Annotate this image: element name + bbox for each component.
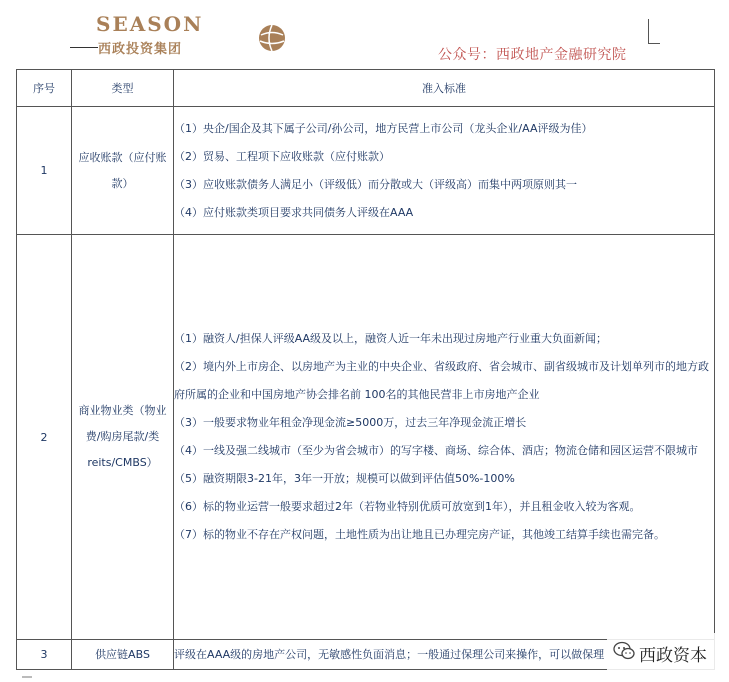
logo-title: SEASON [96, 12, 204, 36]
logo-subtitle: 西政投资集团 [98, 42, 183, 57]
account-label: 公众号：西政地产金融研究院 [438, 47, 627, 63]
standard-item: （7）标的物业不存在产权问题，土地性质为出让地且已办理完房产证，其他竣工结算手续也需完备。 [174, 528, 665, 541]
row-standards [174, 107, 715, 235]
page-corner-mark [648, 19, 660, 44]
season-logo [96, 12, 216, 62]
header-type: 类型 [72, 70, 174, 107]
standard-item: （2）境内外上市房企、以房地产为主业的中央企业、省级政府、省会城市、副省级城市及计划单列市的地方政府所属的企业和中国房地产协会排名前 100名的其他民营非上市房地产企业 [174, 360, 709, 401]
standard-item: （4）一线及强二线城市（至少为省会城市）的写字楼、商场、综合体、酒店；物流仓储和园区运营不限城市 [174, 444, 698, 457]
header-standard: 准入标准 [174, 70, 715, 107]
access-standards-table [16, 69, 715, 670]
header-no: 序号 [17, 70, 72, 107]
row-type: 商业物业类（物业费/购房尾款/类reits/CMBS） [72, 235, 174, 640]
standard-item: （4）应付账款类项目要求共同债务人评级在AAA [174, 205, 414, 219]
logo-divider [70, 47, 98, 48]
standard-item: 评级在AAA级的房地产公司，无敏感性负面消息；一般通过保理公司来操作，可以做保理 [174, 647, 605, 661]
row-type: 应收账款（应付账款） [72, 107, 174, 235]
standard-item: （3）一般要求物业年租金净现金流≥5000万，过去三年净现金流正增长 [174, 416, 527, 429]
standard-item: （2）贸易、工程项下应收账款（应付账款） [174, 149, 390, 163]
row-no: 1 [17, 107, 72, 235]
watermark-text: 西政资本 [639, 646, 707, 666]
standard-item: （3）应收账款债务人满足小（评级低）而分散或大（评级高）而集中两项原则其一 [174, 177, 577, 191]
table-row [17, 235, 715, 640]
row-no: 3 [17, 640, 72, 670]
row-standards [174, 235, 715, 640]
table-header-row [17, 70, 715, 107]
row-type: 供应链ABS [72, 640, 174, 670]
standard-item: （6）标的物业运营一般要求超过2年（若物业特别优质可放宽到1年），并且租金收入较为客观。 [174, 500, 641, 513]
watermark [607, 633, 715, 673]
page-footer-mark [22, 676, 32, 678]
standard-item: （1）融资人/担保人评级AA级及以上，融资人近一年未出现过房地产行业重大负面新闻； [174, 332, 608, 345]
standard-item: （1）央企/国企及其下属子公司/孙公司，地方民营上市公司（龙头企业/AA评级为佳） [174, 121, 593, 135]
table-row [17, 107, 715, 235]
wechat-icon [613, 641, 635, 661]
globe-icon [256, 22, 288, 54]
row-no: 2 [17, 235, 72, 640]
standard-item: （5）融资期限3-21年，3年一开放；规模可以做到评估值50%-100% [174, 472, 515, 485]
